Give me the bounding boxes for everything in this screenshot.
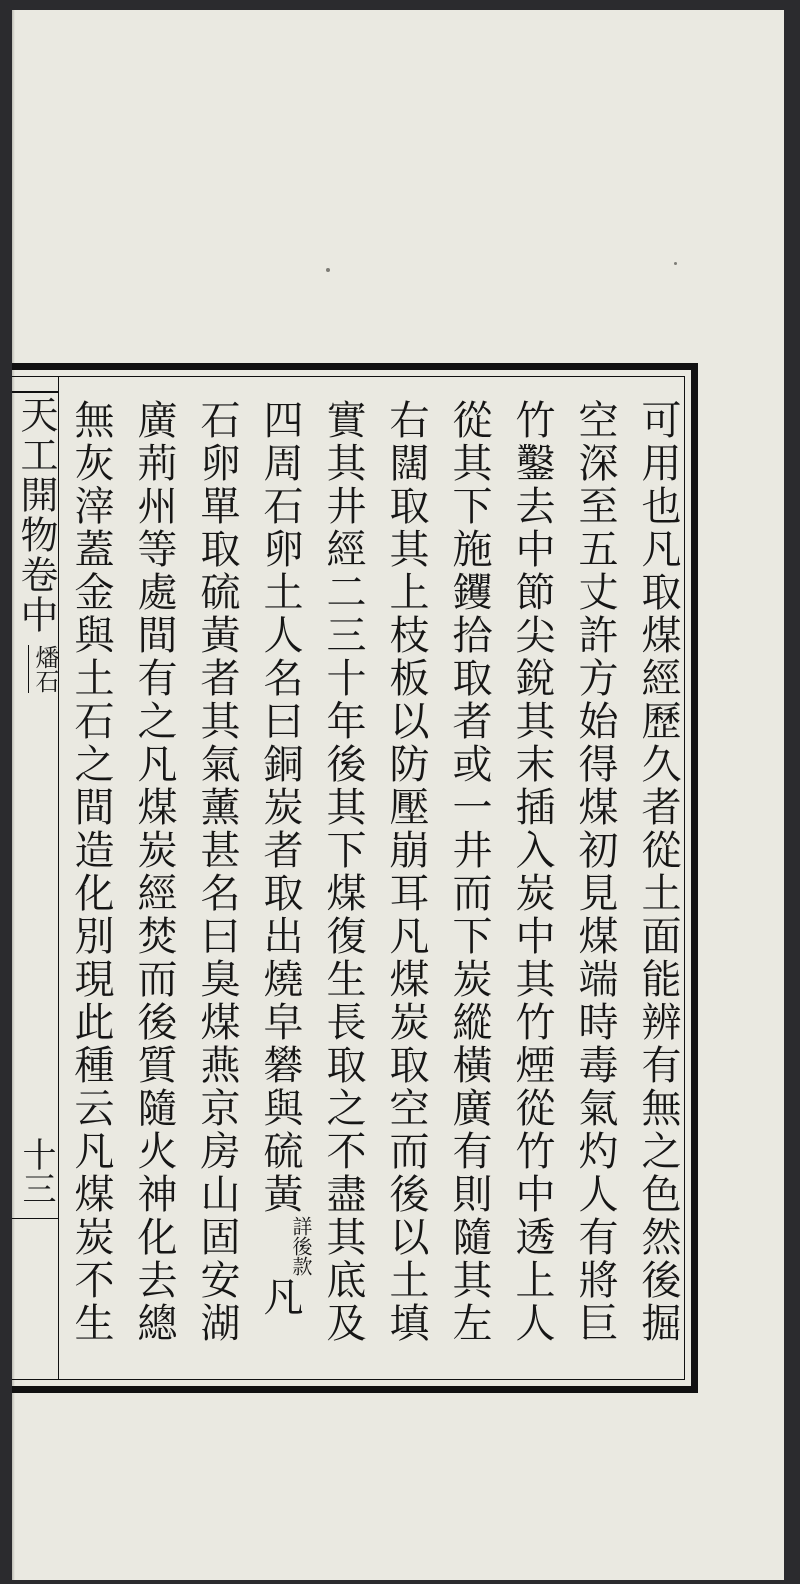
margin-book-title: 天工開物卷中 bbox=[14, 395, 58, 635]
text-column-8: 石卵單取硫黃者其氣薰甚名曰臭煤燕京房山固安湖 bbox=[194, 399, 240, 1345]
margin-rule-top bbox=[12, 391, 58, 393]
text-columns bbox=[60, 393, 690, 1383]
text-column-2: 空深至五丈許方始得煤初見煤端時毒氣灼人有將巨 bbox=[572, 399, 618, 1345]
page-margin-column bbox=[12, 377, 59, 1379]
text-frame-inner-rule bbox=[12, 376, 685, 1380]
text-column-1: 可用也凡取煤經歷久者從土面能辨有無之色然後掘 bbox=[635, 399, 681, 1345]
text-column-4: 從其下施钁拾取者或一井而下炭縱橫廣有則隨其左 bbox=[446, 399, 492, 1345]
text-column-5: 右闊取其上枝板以防壓崩耳凡煤炭取空而後以土填 bbox=[383, 399, 429, 1345]
text-column-7-tail: 凡 bbox=[257, 1276, 303, 1319]
text-column-3: 竹鑿去中節尖銳其末插入炭中其竹煙從竹中透上人 bbox=[509, 399, 555, 1345]
text-column-7-main: 四周石卵土人名曰銅炭者取出燒皁礬與硫黃 bbox=[257, 399, 303, 1216]
text-column-7 bbox=[248, 399, 312, 1319]
text-column-9: 廣荊州等處間有之凡煤炭經焚而後質隨火神化去總 bbox=[131, 399, 177, 1345]
margin-section-title: 燔石 bbox=[28, 645, 59, 693]
interlinear-note: 詳後款 bbox=[289, 1216, 313, 1276]
book-page bbox=[12, 10, 784, 1580]
paper-speck bbox=[674, 262, 677, 265]
paper-speck bbox=[326, 268, 330, 272]
text-column-6: 實其井經二三十年後其下煤復生長取之不盡其底及 bbox=[320, 399, 366, 1345]
text-column-10: 無灰滓蓋金與土石之間造化別現此種云凡煤炭不生 bbox=[68, 399, 114, 1345]
margin-page-number: 十三 bbox=[16, 1137, 56, 1205]
text-frame bbox=[12, 363, 698, 1393]
margin-rule-bottom bbox=[12, 1218, 58, 1220]
